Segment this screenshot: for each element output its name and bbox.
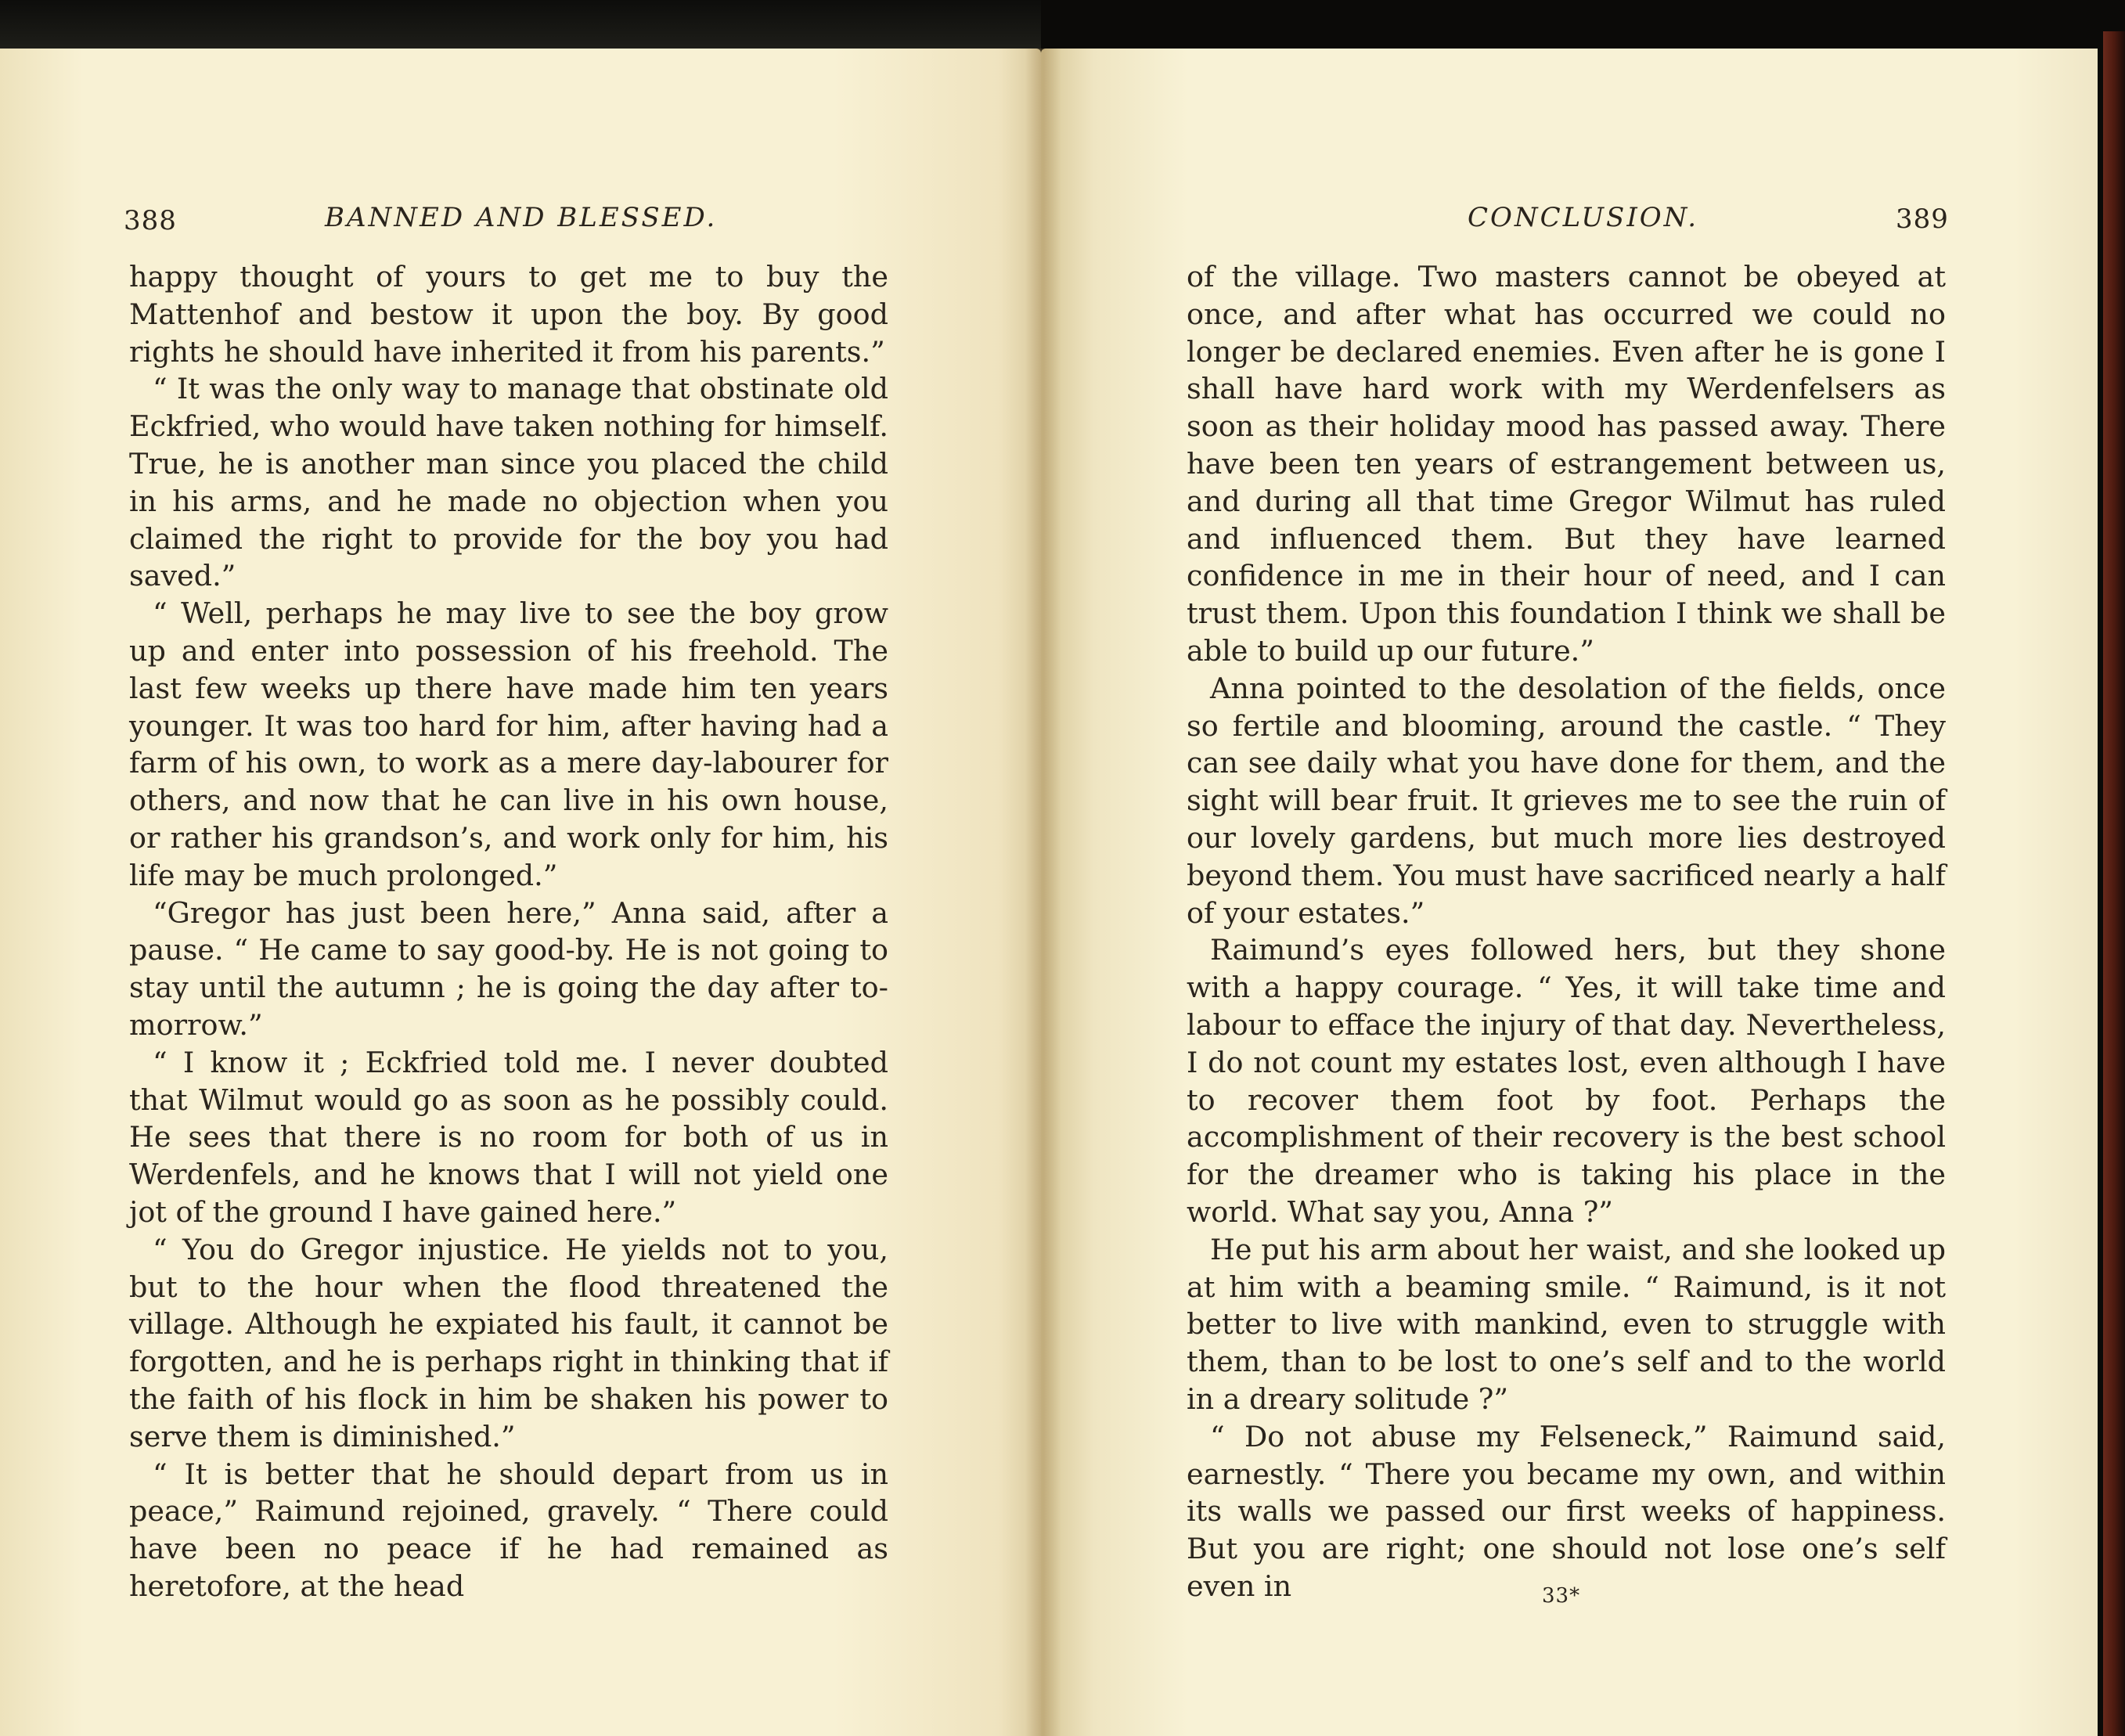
left-running-title: BANNED AND BLESSED. xyxy=(325,202,718,233)
right-paragraph-3: Raimund’s eyes followed hers, but they shone with a happy courage. “ Yes, it will take time and labour to efface the injury of that day. Nevertheless, I do not count my estates lost, even although I have to recover them foot by foot. Perhaps the accomplishment of their recovery is the best school for the dreamer who is taking his place in the world. What say you, Anna ?” xyxy=(1187,933,1946,1229)
right-paragraph-1: of the village. Two masters cannot be obeyed at once, and after what has occurred we could no longer be declared enemies. Even after he is gone I shall have hard work with my Werdenfelsers as soon as their holiday mood has passed away. There have been ten years of estrangement between us, and during all that time Gregor Wilmut has ruled and influenced them. But they have learned confidence in me in their hour of need, and I can trust them. Upon this foundation I think we shall be able to build up our future.” xyxy=(1187,260,1946,668)
left-paragraph-7: “ It is better that he should depart from us in peace,” Raimund rejoined, gravely. “ There could have been no peace if he had remained as heretofore, at the head xyxy=(129,1457,888,1603)
left-paragraph-3: “ Well, perhaps he may live to see the boy grow up and enter into possession of his freehold. The last few weeks up there have made him ten years younger. It was too hard for him, after having had a farm of his own, to work as a mere day-labourer for others, and now that he can live in his own house, or rather his grandson’s, and work only for him, his life may be much prolonged.” xyxy=(129,596,888,892)
right-text-block xyxy=(1187,258,1946,1605)
book-gutter xyxy=(1025,49,1061,1736)
left-text-block xyxy=(129,258,888,1605)
right-page xyxy=(1041,49,2098,1736)
signature-mark: 33* xyxy=(1542,1584,1581,1608)
left-paragraph-5: “ I know it ; Eckfried told me. I never doubted that Wilmut would go as soon as he possibly could. He sees that there is no room for both of us in Werdenfels, and he knows that I will not yield one jot of the ground I have gained here.” xyxy=(129,1045,888,1229)
left-paragraph-6: “ You do Gregor injustice. He yields not to you, but to the hour when the flood threatened the village. Although he expiated his fault, it cannot be forgotten, and he is perhaps right in thinking that if the faith of his flock in him be shaken his power to serve them is diminished.” xyxy=(129,1232,888,1453)
left-page-number: 388 xyxy=(124,205,177,236)
left-paragraph-2: “ It was the only way to manage that obstinate old Eckfried, who would have taken nothing for himself. True, he is another man since you placed the child in his arms, and he made no objection when you claimed the right to provide for the boy you had saved.” xyxy=(129,372,888,593)
right-paragraph-5: “ Do not abuse my Felseneck,” Raimund said, earnestly. “ There you became my own, and within its walls we passed our first weeks of happiness. But you are right; one should not lose one’s self even in xyxy=(1187,1419,1946,1603)
right-page-number: 389 xyxy=(1896,203,1949,235)
right-paragraph-4: He put his arm about her waist, and she looked up at him with a beaming smile. “ Raimund, is it not better to live with mankind, even to struggle with them, than to be lost to one’s self and to the world in a dreary solitude ?” xyxy=(1187,1232,1946,1416)
left-page xyxy=(0,49,1041,1736)
left-paragraph-1: happy thought of yours to get me to buy the Mattenhof and bestow it upon the boy. By good rights he should have inherited it from his parents.” xyxy=(129,260,888,369)
right-running-title: CONCLUSION. xyxy=(1468,202,1699,233)
left-paragraph-4: “Gregor has just been here,” Anna said, after a pause. “ He came to say good-by. He is not going to stay until the autumn ; he is going the day after to-morrow.” xyxy=(129,895,888,1042)
book-cover-edge xyxy=(2103,31,2125,1736)
right-paragraph-2: Anna pointed to the desolation of the fields, once so fertile and blooming, around the castle. “ They can see daily what you have done for them, and the sight will bear fruit. It grieves me to see the ruin of our lovely gardens, but much more lies destroyed beyond them. You must have sacrificed nearly a half of your estates.” xyxy=(1187,671,1946,930)
